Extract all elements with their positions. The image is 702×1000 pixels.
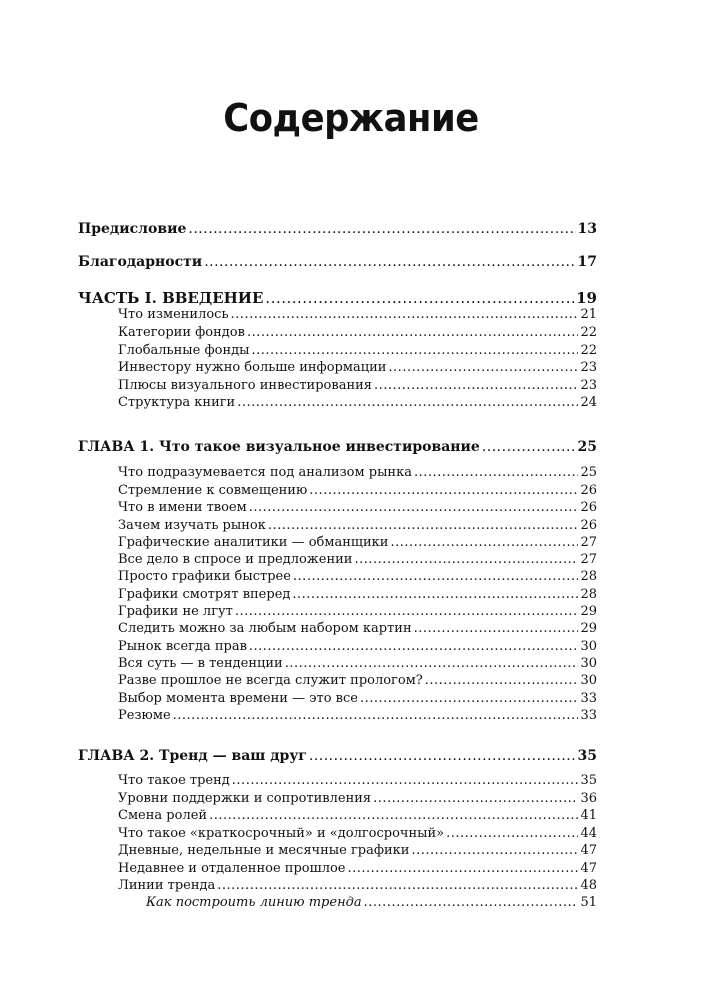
toc-page-number: 41: [580, 808, 597, 823]
dot-leader: [309, 747, 576, 765]
dot-leader: [347, 860, 578, 878]
toc-entry-title: Линии тренда: [118, 878, 216, 893]
toc-page-number: 24: [580, 395, 597, 410]
toc-page-number: 51: [580, 895, 597, 910]
toc-entry-title: Что такое тренд: [118, 773, 230, 788]
toc-entry-title: Уровни поддержки и сопротивления: [118, 791, 372, 806]
dot-leader: [373, 790, 578, 808]
toc-entry-title: ГЛАВА 2. Тренд — ваш друг: [78, 748, 307, 764]
toc-entry-title: Структура книги: [118, 395, 236, 410]
toc-section-entry: [118, 877, 597, 895]
dot-leader: [293, 568, 579, 586]
dot-leader: [425, 672, 579, 690]
toc-page-number: 13: [577, 221, 597, 237]
toc-page-number: 28: [580, 569, 597, 584]
toc-page-number: 23: [580, 360, 597, 375]
toc-page-number: 17: [577, 254, 597, 270]
toc-section-entry: [118, 772, 597, 790]
toc-section-entry: [118, 377, 597, 395]
toc-page-number: 28: [580, 587, 597, 602]
dot-leader: [232, 772, 579, 790]
toc-page-number: 33: [580, 708, 597, 723]
toc-entry-title: Благодарности: [78, 254, 203, 270]
toc-page-number: 36: [580, 791, 597, 806]
toc-entry-title: Категории фондов: [118, 325, 245, 340]
dot-leader: [414, 464, 578, 482]
toc-entry-title: Стремление к совмещению: [118, 483, 308, 498]
toc-page-number: 44: [580, 826, 597, 841]
toc-section-entry: [118, 394, 597, 412]
toc-page-number: 47: [580, 843, 597, 858]
toc-section-entry: [118, 324, 597, 342]
toc-section-entry: [118, 568, 597, 586]
toc-page-number: 26: [580, 518, 597, 533]
toc-page-number: 25: [577, 439, 597, 455]
toc-entry-title: Графики смотрят вперед: [118, 587, 291, 602]
dot-leader: [249, 638, 579, 656]
toc-entry-title: Разве прошлое не всегда служит прологом?: [118, 673, 423, 688]
toc-page-number: 27: [580, 552, 597, 567]
toc-entry-title: Плюсы визуального инвестирования: [118, 378, 372, 393]
toc-section-entry: [118, 517, 597, 535]
toc-page-number: 30: [580, 639, 597, 654]
toc-entry-title: Рынок всегда прав: [118, 639, 247, 654]
toc-section-entry: [118, 655, 597, 673]
toc-chapter-entry: [78, 253, 597, 271]
toc-section-entry: [118, 707, 597, 725]
toc-chapter-entry: [78, 289, 597, 307]
dot-leader: [354, 551, 578, 569]
toc-section-entry: [118, 534, 597, 552]
toc-entry-title: Выбор момента времени — это все: [118, 691, 358, 706]
toc-subsection-entry: [146, 894, 597, 912]
toc-page-number: 35: [580, 773, 597, 788]
toc-section-entry: [118, 603, 597, 621]
dot-leader: [374, 377, 578, 395]
toc-entry-title: Следить можно за любым набором картин: [118, 621, 412, 636]
toc-entry-title: Как построить линию тренда: [146, 895, 362, 910]
dot-leader: [292, 586, 578, 604]
toc-entry-title: Что изменилось: [118, 307, 229, 322]
toc-page-number: 29: [580, 604, 597, 619]
toc-section-entry: [118, 359, 597, 377]
toc-page-number: 30: [580, 656, 597, 671]
toc-entry-title: Зачем изучать рынок: [118, 518, 266, 533]
toc-entry-title: Дневные, недельные и месячные графики: [118, 843, 410, 858]
dot-leader: [265, 289, 574, 307]
toc-section-entry: [118, 306, 597, 324]
toc-page-number: 47: [580, 861, 597, 876]
dot-leader: [309, 482, 578, 500]
toc-entry-title: Графические аналитики — обманщики: [118, 535, 389, 550]
dot-leader: [446, 825, 578, 843]
toc-page-number: 30: [580, 673, 597, 688]
toc-section-entry: [118, 482, 597, 500]
dot-leader: [209, 807, 578, 825]
toc-section-entry: [118, 586, 597, 604]
dot-leader: [204, 253, 575, 271]
dot-leader: [235, 603, 579, 621]
dot-leader: [231, 306, 579, 324]
toc-entry-title: Недавнее и отдаленное прошлое: [118, 861, 346, 876]
toc-section-entry: [118, 620, 597, 638]
toc-entry-title: Смена ролей: [118, 808, 208, 823]
toc-entry-title: ЧАСТЬ I. ВВЕДЕНИЕ: [78, 289, 264, 307]
toc-section-entry: [118, 807, 597, 825]
toc-section-entry: [118, 342, 597, 360]
toc-chapter-entry: [78, 747, 597, 765]
toc-page-number: 26: [580, 483, 597, 498]
toc-chapter-entry: [78, 220, 597, 238]
toc-page-number: 35: [577, 748, 597, 764]
toc-page-number: 33: [580, 691, 597, 706]
toc-entry-title: Инвестору нужно больше информации: [118, 360, 387, 375]
toc-entry-title: Глобальные фонды: [118, 343, 250, 358]
toc-page-number: 27: [580, 535, 597, 550]
dot-leader: [249, 499, 579, 517]
toc-page-number: 22: [580, 325, 597, 340]
toc-entry-title: Предисловие: [78, 221, 187, 237]
toc-section-entry: [118, 860, 597, 878]
toc-entry-title: ГЛАВА 1. Что такое визуальное инвестирование: [78, 439, 480, 455]
dot-leader: [390, 534, 578, 552]
toc-page-number: 26: [580, 500, 597, 515]
toc-page-number: 48: [580, 878, 597, 893]
dot-leader: [217, 877, 578, 895]
toc-entry-title: Что подразумевается под анализом рынка: [118, 465, 412, 480]
toc-entry-title: Вся суть — в тенденции: [118, 656, 283, 671]
toc-entry-title: Что в имени твоем: [118, 500, 247, 515]
dot-leader: [414, 620, 579, 638]
toc-page-number: 29: [580, 621, 597, 636]
toc-page-number: 25: [580, 465, 597, 480]
toc-section-entry: [118, 638, 597, 656]
toc-section-entry: [118, 825, 597, 843]
toc-section-entry: [118, 551, 597, 569]
dot-leader: [388, 359, 578, 377]
toc-page-number: 19: [576, 289, 597, 307]
toc-page-number: 21: [580, 307, 597, 322]
dot-leader: [173, 707, 579, 725]
toc-section-entry: [118, 690, 597, 708]
dot-leader: [364, 894, 579, 912]
dot-leader: [360, 690, 579, 708]
toc-entry-title: Графики не лгут: [118, 604, 233, 619]
toc-section-entry: [118, 499, 597, 517]
dot-leader: [285, 655, 579, 673]
dot-leader: [237, 394, 578, 412]
toc-chapter-entry: [78, 438, 597, 456]
toc-page-number: 23: [580, 378, 597, 393]
dot-leader: [251, 342, 578, 360]
page-title: Содержание: [223, 96, 479, 140]
dot-leader: [411, 842, 578, 860]
toc-entry-title: Все дело в спросе и предложении: [118, 552, 353, 567]
toc-section-entry: [118, 790, 597, 808]
toc-page-number: 22: [580, 343, 597, 358]
toc-entry-title: Резюме: [118, 708, 171, 723]
dot-leader: [188, 220, 575, 238]
dot-leader: [247, 324, 579, 342]
toc-entry-title: Просто графики быстрее: [118, 569, 291, 584]
toc-entry-title: Что такое «краткосрочный» и «долгосрочный»: [118, 826, 445, 841]
toc-section-entry: [118, 672, 597, 690]
dot-leader: [268, 517, 579, 535]
toc-section-entry: [118, 464, 597, 482]
dot-leader: [482, 438, 576, 456]
toc-section-entry: [118, 842, 597, 860]
